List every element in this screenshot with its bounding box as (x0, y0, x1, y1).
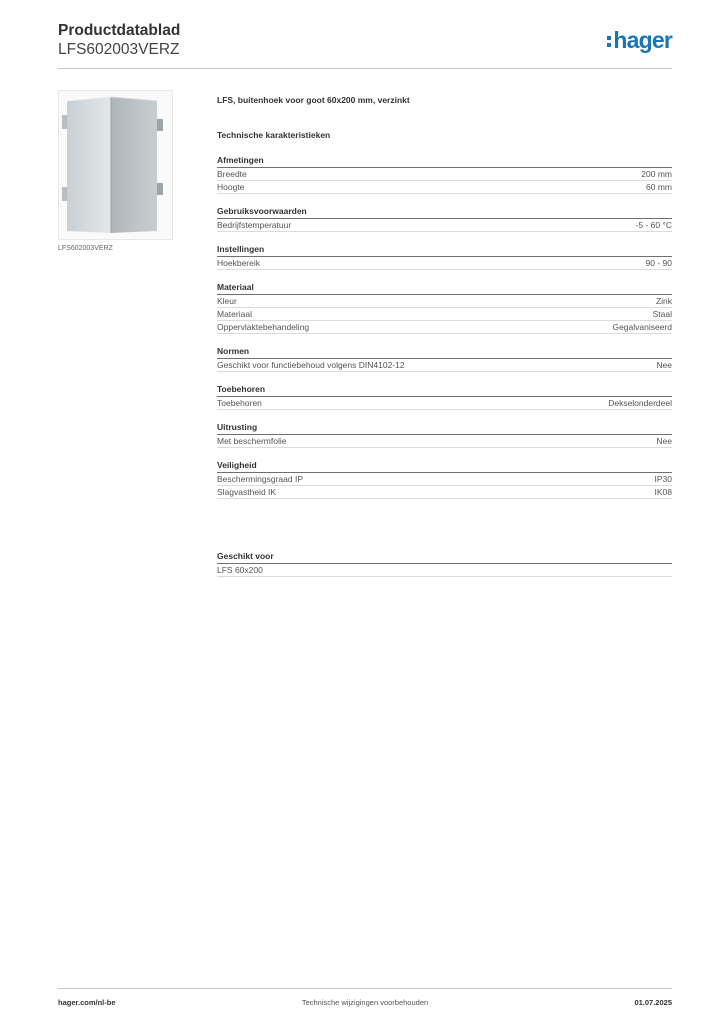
spec-group (217, 244, 672, 270)
spec-value: 60 mm (646, 182, 672, 192)
spec-row (217, 486, 672, 499)
spec-row (217, 295, 672, 308)
logo-text: hager (613, 27, 672, 53)
spec-label: Oppervlaktebehandeling (217, 322, 310, 332)
spec-section (217, 95, 672, 511)
spec-row (217, 435, 672, 448)
product-image (58, 90, 173, 240)
hager-logo (607, 28, 672, 52)
spec-row (217, 181, 672, 194)
spec-label: Beschermingsgraad IP (217, 474, 303, 484)
corner-piece-icon (59, 91, 172, 239)
spec-label: Kleur (217, 296, 237, 306)
spec-group (217, 460, 672, 499)
spec-row (217, 219, 672, 232)
tech-characteristics-title: Technische karakteristieken (217, 130, 331, 140)
header-divider (58, 68, 672, 69)
spec-value: Staal (652, 309, 672, 319)
suitable-for-label: LFS 60x200 (217, 565, 263, 575)
spec-value: Nee (656, 436, 672, 446)
suitable-for-section (217, 551, 672, 577)
spec-group (217, 384, 672, 410)
spec-group (217, 155, 672, 194)
spec-row (217, 321, 672, 334)
spec-group (217, 422, 672, 448)
suitable-for-title: Geschikt voor (217, 551, 672, 564)
spec-label: Toebehoren (217, 398, 262, 408)
spec-label: Hoekbereik (217, 258, 260, 268)
spec-group-title: Gebruiksvoorwaarden (217, 206, 672, 219)
footer-notice: Technische wijzigingen voorbehouden (301, 998, 429, 1007)
spec-value: 90 - 90 (645, 258, 672, 268)
spec-row (217, 168, 672, 181)
spec-group (217, 346, 672, 372)
spec-row (217, 359, 672, 372)
logo-dots-icon (607, 36, 611, 47)
spec-value: 200 mm (641, 169, 672, 179)
spec-value: -5 - 60 °C (635, 220, 672, 230)
spec-row (217, 473, 672, 486)
spec-label: Slagvastheid IK (217, 487, 277, 497)
spec-row (217, 257, 672, 270)
spec-value: IK08 (654, 487, 672, 497)
suitable-for-item (217, 564, 672, 577)
spec-label: Bedrijfstemperatuur (217, 220, 292, 230)
spec-value: Gegalvaniseerd (612, 322, 672, 332)
spec-row (217, 308, 672, 321)
spec-group-title: Afmetingen (217, 155, 672, 168)
page-title: Productdatablad (58, 22, 181, 39)
spec-group-title: Normen (217, 346, 672, 359)
spec-label: Breedte (217, 169, 247, 179)
spec-groups (217, 155, 672, 499)
spec-value: IP30 (654, 474, 672, 484)
spec-group (217, 206, 672, 232)
image-caption: LFS602003VERZ (58, 245, 113, 252)
spec-group-title: Toebehoren (217, 384, 672, 397)
spec-group-title: Veiligheid (217, 460, 672, 473)
spec-row (217, 397, 672, 410)
spec-label: Geschikt voor functiebehoud volgens DIN4102-12 (217, 360, 405, 370)
spec-group (217, 282, 672, 334)
footer-date: 01.07.2025 (634, 998, 672, 1007)
spec-label: Met beschermfolie (217, 436, 287, 446)
spec-value: Dekselonderdeel (608, 398, 672, 408)
spec-group-title: Instellingen (217, 244, 672, 257)
product-code: LFS602003VERZ (58, 41, 180, 58)
suitable-for-list (217, 564, 672, 577)
spec-value: Nee (656, 360, 672, 370)
spec-label: Hoogte (217, 182, 245, 192)
spec-group-title: Uitrusting (217, 422, 672, 435)
spec-label: Materiaal (217, 309, 252, 319)
page-header (58, 22, 672, 59)
spec-group-title: Materiaal (217, 282, 672, 295)
footer-divider (58, 988, 672, 989)
spec-value: Zink (655, 296, 672, 306)
product-description: LFS, buitenhoek voor goot 60x200 mm, verzinkt (217, 95, 410, 105)
footer-website: hager.com/nl-be (58, 998, 116, 1007)
